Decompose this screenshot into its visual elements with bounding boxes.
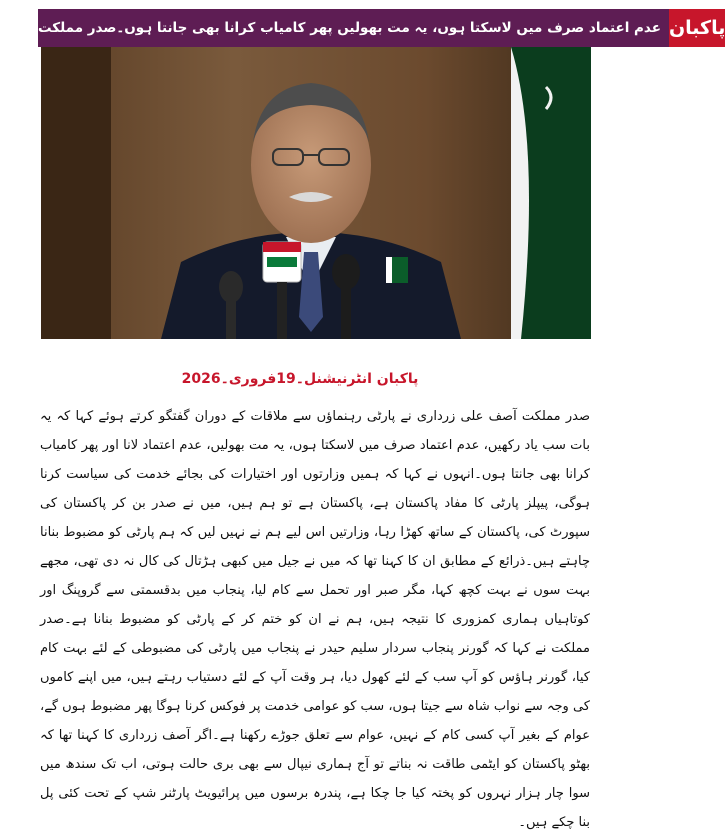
dateline: پاکبان انٹرنیشنل۔19فروری۔2026 [181,371,419,387]
press-conference-image [41,47,591,339]
header-bar [38,9,725,47]
headline-text: عدم اعتماد صرف میں لاسکتا ہوں، یہ مت بھولیں پھر کامیاب کرانا بھی جانتا ہوں۔صدر مملکت [38,20,661,36]
headline-bar [38,9,669,47]
brand-text: پاکبان [668,17,725,39]
article-body: صدر مملکت آصف علی زرداری نے پارٹی رہنماؤں سے ملاقات کے دوران گفتگو کرتے ہوئے کہا کہ یہ بات سب یاد رکھیں، عدم اعتماد صرف میں لاسکتا ہوں، یہ مت بھولیں، عدم اعتماد لانا اور پھر کامیاب کرانا بھی جانتا ہوں۔انہوں نے کہا کہ ہمیں وزارتوں اور اختیارات کی بجائے خدمت کی سیاست کرنا ہوگی، پیپلز پارٹی کا مفاد پاکستان ہے، پاکستان ہے تو ہم ہیں، میں نے صدر بن کر پاکستان کی سپورٹ کی، پاکستان کے ساتھ کھڑا رہا، وزارتیں اس لیے ہم نے نہیں لیں کہ ہم پارٹی کو مضبوط بنانا چاہتے ہیں۔ذرائع کے مطابق ان کا کہنا تھا کہ میں نے جیل میں کبھی ہڑتال کی کال نہ دی تھی، مجھے بہت سوں نے بہت کچھ کہا، مگر صبر اور تحمل سے کام لیا، پنجاب میں بدقسمتی سے گروپنگ اور کوتاہیاں ہماری کمزوری کا نتیجہ ہیں، ہم نے ان کو ختم کر کے پارٹی کو مضبوط بنانا ہے۔صدر مملکت نے کہا کہ گورنر پنجاب سردار سلیم حیدر نے پنجاب میں پارٹی کی مضبوطی کے لئے بہت کام کیا، گورنر ہاؤس کو آپ سب کے لئے کھول دیا، ہر وقت آپ کے لئے دستیاب رہتے ہیں، میں اپنے کاموں کی وجہ سے نواب شاہ سے جیتا ہوں، سب کو عوامی خدمت پر فوکس کرنا ہوگا پھر مضبوط ہوں گے، عوام کے بغیر آپ کسی کام کے نہیں، عوام سے تعلق جوڑے رکھنا ہے۔اگر آصف زرداری کا کہنا تھا کہ بھٹو پاکستان کو ایٹمی طاقت نہ بناتے تو آج ہماری نیپال سے بھی بری حالت ہوتی، اب تک سندھ میں سوا چار ہزار نہروں کو پختہ کیا جا چکا ہے، پندرہ برسوں میں پرائیویٹ پارٹنر شپ کے تحت کئی پل بنا چکے ہیں۔ [40,409,590,830]
brand-logo[interactable] [669,9,725,47]
news-photo [41,47,591,339]
